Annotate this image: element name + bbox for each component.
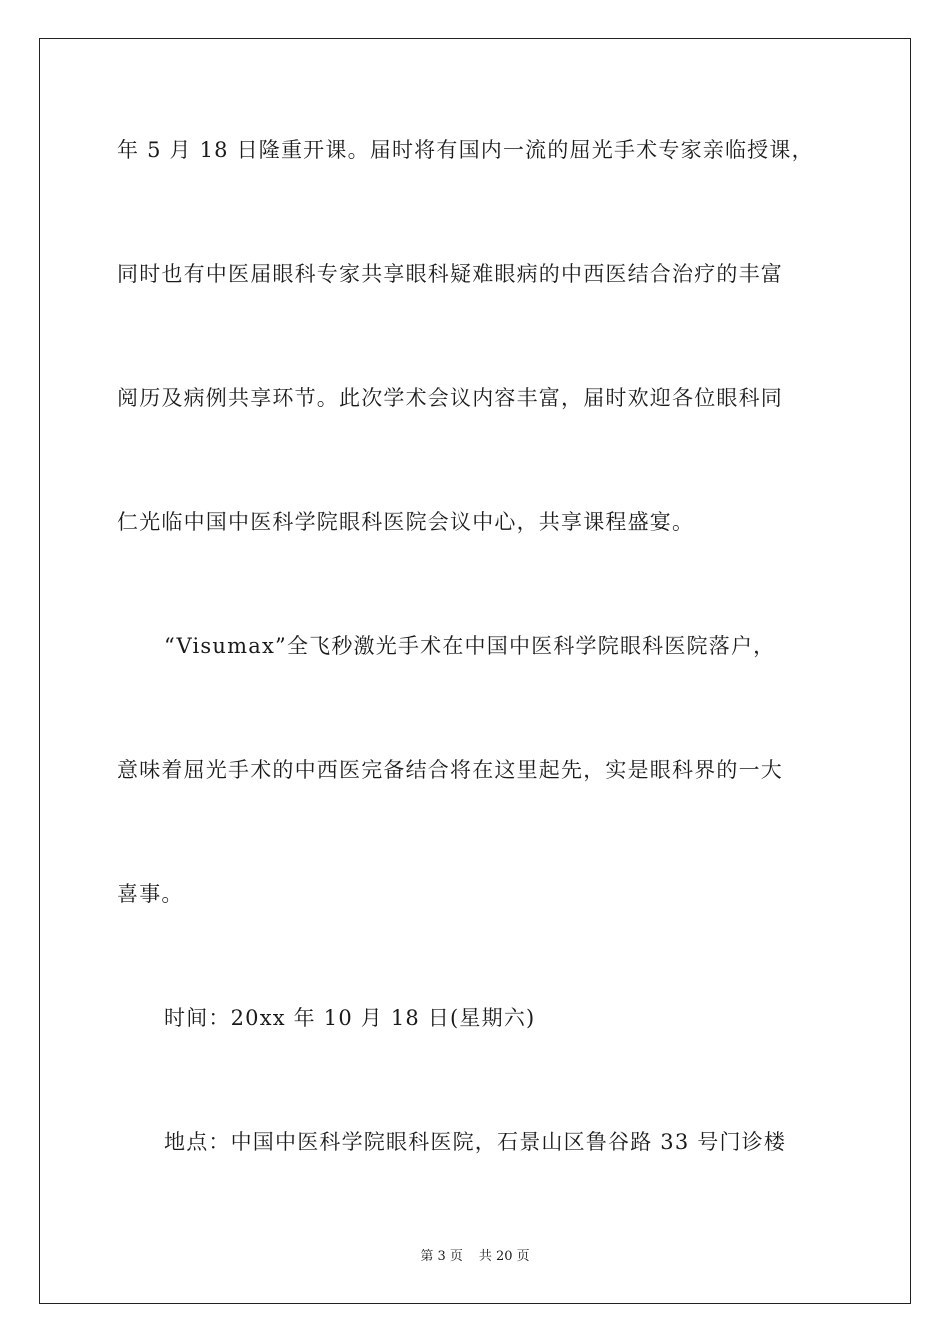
event-location-line: 地点：中国中医科学院眼科医院，石景山区鲁谷路 33 号门诊楼 <box>164 1130 787 1154</box>
page-number: 第 3 页 <box>420 1249 463 1264</box>
body-text-line: 意味着屈光手术的中西医完备结合将在这里起先，实是眼科界的一大 <box>117 758 783 782</box>
body-text-line: 同时也有中医届眼科专家共享眼科疑难眼病的中西医结合治疗的丰富 <box>117 262 783 286</box>
body-text-line: 仁光临中国中医科学院眼科医院会议中心，共享课程盛宴。 <box>117 510 695 534</box>
page-border <box>39 38 911 1304</box>
event-time-line: 时间：20xx 年 10 月 18 日(星期六) <box>164 1006 536 1030</box>
paragraph-first-line: “Visumax”全飞秒激光手术在中国中医科学院眼科医院落户， <box>164 634 776 658</box>
body-text-line: 阅历及病例共享环节。此次学术会议内容丰富，届时欢迎各位眼科同 <box>117 386 783 410</box>
page-footer <box>0 1248 950 1266</box>
body-text-line: 年 5 月 18 日隆重开课。届时将有国内一流的屈光手术专家亲临授课， <box>117 138 814 162</box>
body-text-line: 喜事。 <box>117 882 184 906</box>
page-total: 共 20 页 <box>478 1249 530 1264</box>
